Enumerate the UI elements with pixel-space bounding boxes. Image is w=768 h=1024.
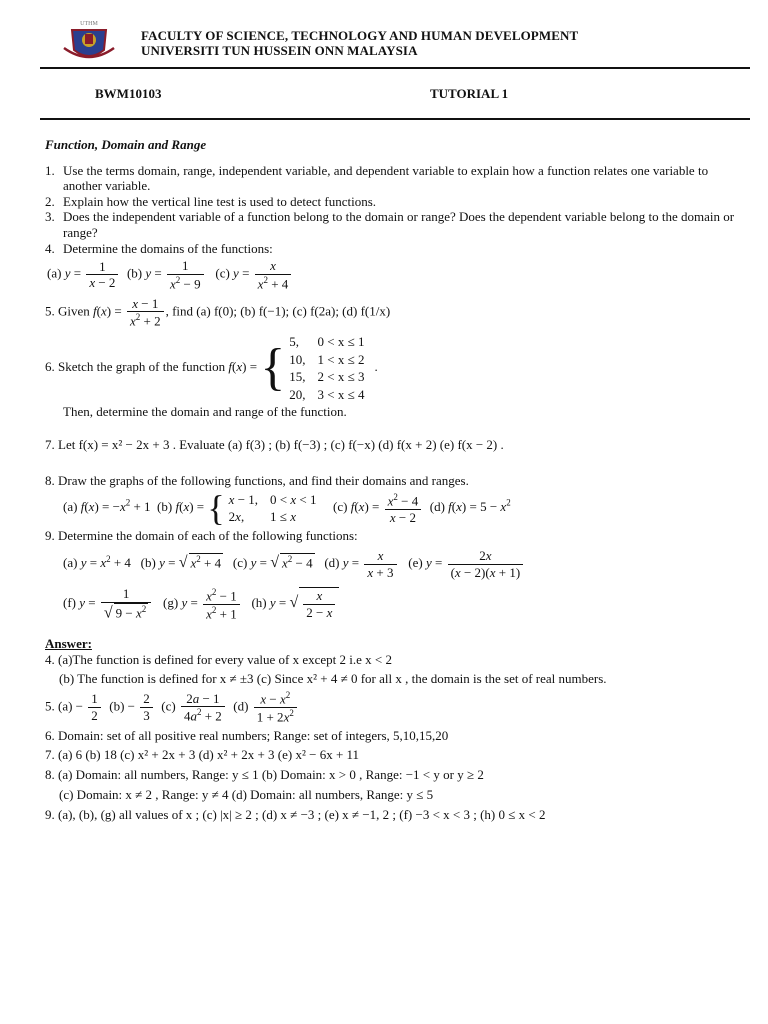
piece-value: 20,: [289, 386, 306, 402]
question-4: [45, 241, 735, 257]
piece-value: 10,: [289, 351, 306, 367]
tutorial-number: TUTORIAL 1: [430, 86, 509, 101]
piecewise-row: [287, 351, 374, 369]
question-8: 8. Draw the graphs of the following functions, and find their domains and ranges.: [45, 472, 469, 488]
question-text: Does the independent variable of a function belong to the domain or range? Does the dependent variable belong to the domain or range?: [63, 209, 735, 240]
question-text: Determine the domains of the functions:: [63, 240, 273, 256]
question-6: 6. Sketch the graph of the function f(x) = { 5, 0 < x ≤ 1 10, 1 < x ≤ 2 15, 2 < x ≤ 3 20, 3 < x ≤ 4 .: [45, 334, 378, 402]
piecewise-row: [287, 368, 374, 386]
question-5-rest: , find (a) f(0); (b) f(−1); (c) f(2a); (d) f(1/x): [165, 303, 391, 319]
university-logo: [58, 18, 120, 64]
question-9: 9. Determine the domain of each of the following functions:: [45, 528, 358, 544]
question-number: 2.: [45, 193, 55, 209]
answer-8a: 8. (a) Domain: all numbers, Range: y ≤ 1 (b) Domain: x > 0 , Range: −1 < y or y ≥ 2: [45, 767, 484, 783]
answer-title: Answer:: [45, 636, 92, 652]
question-number: 3.: [45, 209, 55, 225]
piece-condition: 2 < x ≤ 3: [317, 369, 365, 385]
header-rule-bottom: [40, 118, 750, 120]
piecewise-function: { 5, 0 < x ≤ 1 10, 1 < x ≤ 2 15, 2 < x ≤ 3 20, 3 < x ≤ 4: [260, 333, 374, 403]
answer-4a: 4. (a)The function is defined for every value of x except 2 i.e x < 2: [45, 651, 393, 667]
answer-5: 5. (a) − $\frac{1}{2}$ (b) − $\frac{2}{3}$ (c) $\frac{2a - 1}{4a^2 + 2}$ (d) $\frac{x - x^2}{1 + 2x^2}$: [45, 690, 735, 725]
question-8-functions: (a) $f(x) = -x^2 + 1$ (b) f(x) = { x − 1, 0 < x < 1 2x, 1 ≤ x (c) f(x) = $\frac{x^2 - 4}{x - 2}$ (d) $f(x) = 5 - x^2$: [63, 488, 511, 529]
header-rule-top: [40, 67, 750, 69]
question-2: [45, 194, 735, 210]
piece-condition: 0 < x ≤ 1: [317, 334, 365, 350]
section-title: Function, Domain and Range: [45, 137, 207, 152]
question-text: Explain how the vertical line test is used to detect functions.: [63, 193, 377, 209]
question-1: [45, 163, 735, 194]
tutorial-content: [45, 137, 735, 823]
piece-condition: 3 < x ≤ 4: [317, 386, 365, 402]
question-3: [45, 209, 735, 240]
course-code: BWM10103: [95, 86, 162, 101]
university-name: UNIVERSITI TUN HUSSEIN ONN MALAYSIA: [141, 43, 418, 58]
question-5: 5. Given f(x) = $\frac{x - 1}{x^2 + 2}$ , find (a) f(0); (b) f(−1); (c) f(2a); (d) f(1/x): [45, 295, 391, 329]
answer-4b: (b) The function is defined for x ≠ ±3 (c) Since x² + 4 ≠ 0 for all x , the domain is the set of real numbers.: [59, 671, 607, 687]
answer-9: 9. (a), (b), (g) all values of x ; (c) |x| ≥ 2 ; (d) x ≠ −3 ; (e) x ≠ −1, 2 ; (f) −3 < x < 3 ; (h) 0 ≤ x < 2: [45, 807, 546, 823]
question-9-functions-row2: (f) y = $\frac{1}{√ 9 - x^2}$ (g) y = $\frac{x^2 - 1}{x^2 + 1}$ (h) y = √ $\frac{x}{2 - x}$: [63, 586, 735, 622]
piecewise-row: [287, 386, 374, 404]
question-6-label: 6. Sketch the graph of the function: [45, 359, 226, 375]
question-6-then: Then, determine the domain and range of the function.: [63, 403, 347, 419]
answer-7: 7. (a) 6 (b) 18 (c) x² + 2x + 3 (d) x² + 2x + 3 (e) x² − 6x + 11: [45, 747, 360, 763]
question-number: 4.: [45, 240, 55, 256]
piecewise-row: [287, 333, 374, 351]
question-7: 7. Let f(x) = x² − 2x + 3 . Evaluate (a) f(3) ; (b) f(−3) ; (c) f(−x) (d) f(x + 2) (e) f(x − 2) .: [45, 437, 504, 453]
question-5-label: 5. Given: [45, 303, 90, 319]
logo-text: UTHM: [80, 21, 98, 27]
question-number: 1.: [45, 162, 55, 178]
piece-condition: 1 < x ≤ 2: [317, 351, 365, 367]
question-text: Use the terms domain, range, independent variable, and dependent variable to explain how a function relates one variable to another variable.: [63, 162, 709, 194]
answer-8c: (c) Domain: x ≠ 2 , Range: y ≠ 4 (d) Domain: all numbers, Range: y ≤ 5: [59, 786, 434, 802]
question-9-functions-row1: (a) $y = x^2 + 4$ (b) y = √ $x^2 + 4$ (c) y = √ $x^2 - 4$ (d) y = $\frac{x}{x + 3}$ (e) y = $\frac{2x}{(x - 2)(x + 1)}$: [63, 548, 735, 580]
faculty-name: FACULTY OF SCIENCE, TECHNOLOGY AND HUMAN DEVELOPMENT: [141, 28, 579, 43]
answer-6: 6. Domain: set of all positive real numbers; Range: set of integers, 5,10,15,20: [45, 727, 449, 743]
question-4-functions: (a) y = $\frac{1}{x - 2}$ (b) y = $\frac{1}{x^2 - 9}$ (c) y = $\frac{x}{x^2 + 4}$: [47, 258, 735, 292]
piece-value: 5,: [289, 334, 300, 350]
piece-value: 15,: [289, 369, 306, 385]
document-header: [0, 0, 768, 70]
